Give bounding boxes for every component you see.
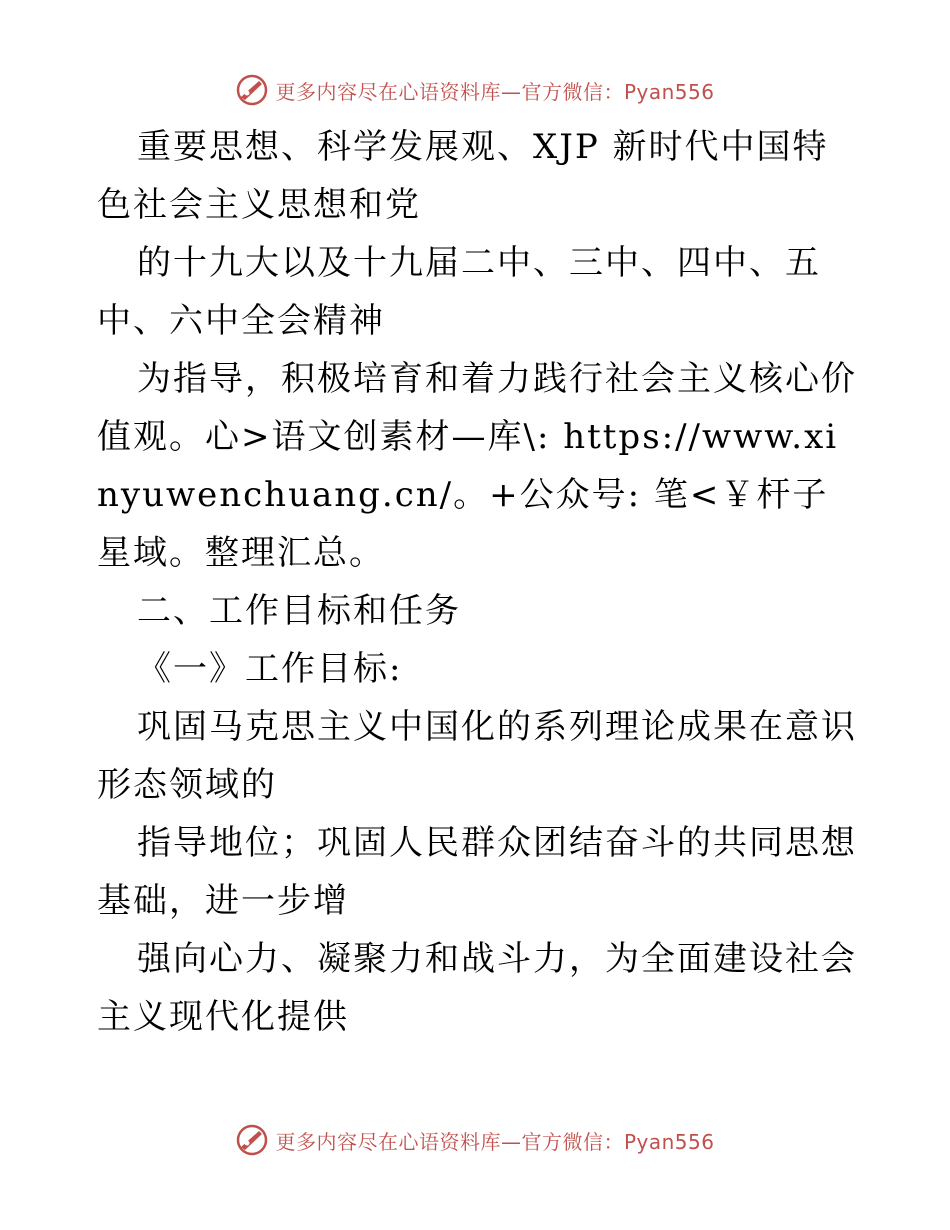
banner-text: 更多内容尽在心语资料库—官方微信：Pyan556 — [275, 79, 715, 104]
subsection-heading: 《一》工作目标: — [137, 649, 403, 689]
paragraph: 为指导，积极培育和着力践行社会主义核心价值观。心>语文创素材—库\: https://www.xinyuwenchuang.cn/。+公众号: 笔<￥杆子星域。整理汇总。 — [97, 359, 857, 573]
pen-logo-icon — [235, 73, 269, 107]
paragraph: 巩固马克思主义中国化的系列理论成果在意识形态领域的 — [97, 707, 857, 805]
banner-text: 更多内容尽在心语资料库—官方微信：Pyan556 — [275, 1129, 715, 1154]
paragraph: 指导地位；巩固人民群众团结奋斗的共同思想基础，进一步增 — [97, 823, 857, 921]
document-body — [97, 118, 857, 1046]
paragraph: 强向心力、凝聚力和战斗力，为全面建设社会主义现代化提供 — [97, 939, 857, 1037]
footer-watermark-banner — [0, 1120, 950, 1160]
section-heading: 二、工作目标和任务 — [137, 591, 461, 631]
paragraph: 的十九大以及十九届二中、三中、四中、五中、六中全会精神 — [97, 243, 821, 341]
pen-logo-icon — [235, 1123, 269, 1157]
paragraph: 重要思想、科学发展观、XJP 新时代中国特色社会主义思想和党 — [97, 127, 829, 225]
header-watermark-banner — [0, 70, 950, 110]
